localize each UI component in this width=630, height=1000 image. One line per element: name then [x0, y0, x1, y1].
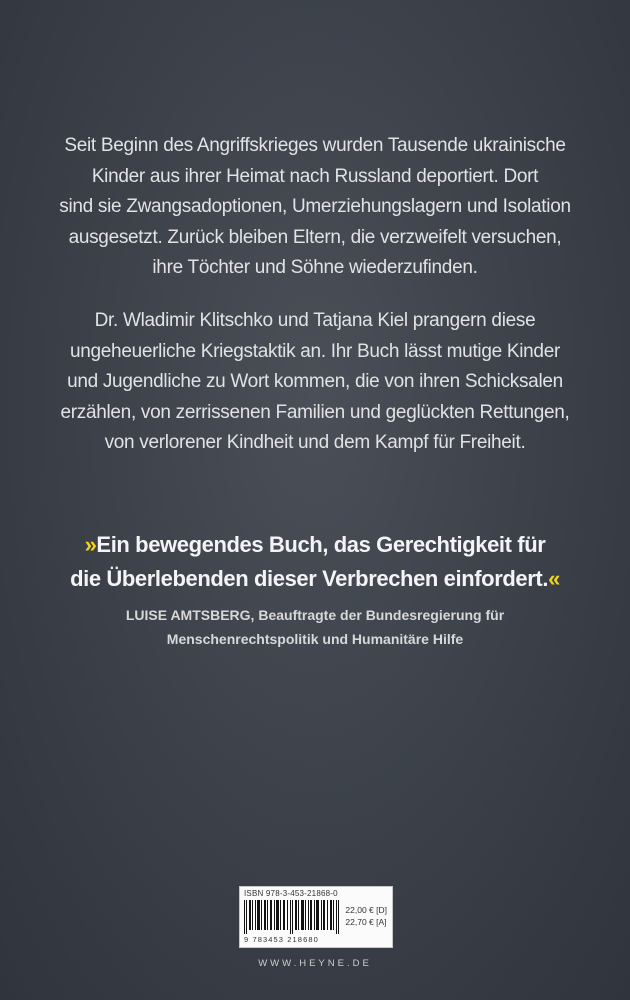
- price-germany: 22,00 € [D]: [345, 905, 387, 915]
- closing-guillemet: «: [548, 566, 560, 591]
- blurb-paragraph-2: [40, 306, 590, 459]
- blurb-line: und Jugendliche zu Wort kommen, die von ihren Schicksalen: [67, 371, 563, 392]
- attribution-line-2: Menschenrechtspolitik und Humanitäre Hilfe: [166, 631, 464, 647]
- blurb-line: ungeheuerliche Kriegstaktik an. Ihr Buch lässt mutige Kinder: [69, 340, 560, 362]
- blurb-line: ausgesetzt. Zurück bleiben Eltern, die verzweifelt versuchen,: [68, 226, 562, 248]
- blurb-line: Seit Beginn des Angriffskrieges wurden Tausende ukrainische: [64, 135, 566, 156]
- blurb-line: erzählen, von zerrissenen Familien und geglückten Rettungen,: [60, 401, 570, 423]
- blurb-line: von verlorener Kindheit und dem Kampf für Freiheit.: [104, 432, 526, 453]
- quote-line-2: [30, 562, 600, 596]
- blurb-line: ihre Töchter und Söhne wiederzufinden.: [152, 257, 478, 278]
- blurb-line: Dr. Wladimir Klitschko und Tatjana Kiel prangern diese: [94, 310, 536, 331]
- quote-text-1: Ein bewegendes Buch, das Gerechtigkeit für: [96, 532, 546, 557]
- price-austria: 22,70 € [A]: [345, 917, 387, 927]
- blurb-paragraph-1: [40, 131, 590, 284]
- review-quote: [30, 528, 600, 596]
- attribution-line-1: LUISE AMTSBERG, Beauftragte der Bundesregierung für: [125, 607, 505, 623]
- quote-text-2: die Überlebenden dieser Verbrechen einfordert.: [70, 566, 549, 591]
- quote-attribution: [30, 603, 600, 651]
- barcode-digits: 9 783453 218680: [244, 935, 319, 944]
- quote-line-1: [30, 528, 600, 562]
- publisher-website: WWW.HEYNE.DE: [258, 958, 372, 969]
- opening-guillemet: »: [84, 532, 97, 557]
- blurb-line: sind sie Zwangsadoptionen, Umerziehungslagern und Isolation: [59, 196, 571, 217]
- isbn-text: ISBN 978-3-453-21868-0: [244, 889, 338, 898]
- price-block: [345, 904, 387, 928]
- blurb-line: Kinder aus ihrer Heimat nach Russland deportiert. Dort: [91, 165, 539, 187]
- barcode-icon: [244, 900, 340, 934]
- barcode-box: [239, 886, 393, 948]
